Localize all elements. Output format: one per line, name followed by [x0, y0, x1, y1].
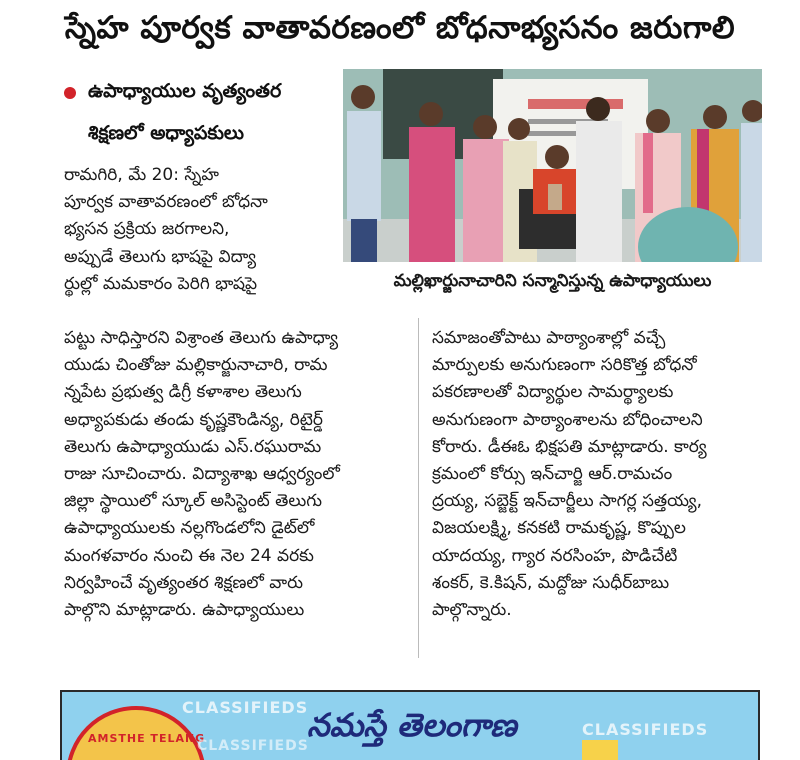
column-divider	[418, 318, 419, 658]
classifieds-ad-banner	[60, 690, 760, 760]
article-line: యాదయ్య, గ్యార నరసింహ, పొడిచేటి	[432, 545, 678, 566]
bullet-icon	[64, 87, 76, 99]
article-line: యుడు చింతోజు మల్లికార్జునాచారి, రామ	[64, 355, 328, 376]
article-line: మార్పులకు అనుగుణంగా సరికొత్త బోధనో	[432, 355, 697, 376]
article-line: పాల్గొన్నారు.	[432, 599, 512, 620]
classifieds-watermark: CLASSIFIEDS	[197, 738, 309, 754]
article-line: కోరారు. డీఈఓ భిక్షపతి మాట్లాడారు. కార్య	[432, 436, 707, 457]
ad-color-block	[582, 740, 618, 760]
article-line: జిల్లా స్థాయిలో స్కూల్ అసిస్టెంట్ తెలుగు	[64, 491, 323, 512]
article-column-1	[64, 162, 336, 298]
article-line: అప్పుడే తెలుగు భాషపై విద్యా	[64, 246, 257, 267]
group-photo-illustration	[343, 69, 762, 262]
ad-masthead-title: నమస్తే తెలంగాణ	[307, 706, 517, 744]
article-line: క్రమంలో కోర్సు ఇన్‌చార్జి ఆర్.రామచం	[432, 463, 673, 484]
article-line: తెలుగు ఉపాధ్యాయుడు ఎస్.రఘురామ	[64, 436, 322, 457]
classifieds-watermark: CLASSIFIEDS	[582, 720, 709, 739]
article-line: ద్రయ్య, సబ్జెక్ట్ ఇన్‌చార్జీలు సాగర్ల సత్తయ్య,	[432, 491, 702, 512]
article-line: అనుగుణంగా పాఠ్యాంశాలను బోధించాలని	[432, 409, 703, 430]
subheadline-line-2: శిక్షణలో అధ్యాపకులు	[88, 122, 244, 144]
article-line: పట్టు సాధిస్తారని విశ్రాంత తెలుగు ఉపాధ్యా	[64, 328, 339, 348]
article-line: ర్థుల్లో మమకారం పెరిగి భాషపై	[64, 273, 258, 294]
article-line: భ్యసన ప్రక్రియ జరగాలని,	[64, 219, 230, 240]
article-line: నిర్వహించే వృత్యంతర శిక్షణలో వారు	[64, 572, 304, 593]
photo-caption: మల్లిఖార్జునాచారిని సన్మానిస్తున్న ఉపాధ్యాయులు	[393, 271, 712, 291]
article-column-3	[432, 325, 762, 624]
article-line: పాల్గొని మాట్లాడారు. ఉపాధ్యాయులు	[64, 599, 305, 620]
article-column-2	[64, 325, 404, 624]
logo-text: AMSTHE TELANG	[88, 732, 206, 745]
article-line: పూర్వక వాతావరణంలో బోధనా	[64, 192, 268, 213]
article-line: అధ్యాపకుడు తండు కృష్ణకౌండిన్య, రిటైర్డ్	[64, 409, 323, 430]
headline: స్నేహ పూర్వక వాతావరణంలో బోధనాభ్యసనం జరుగాలి	[64, 10, 736, 46]
article-line: రాజు సూచించారు. విద్యాశాఖ ఆధ్వర్యంలో	[64, 463, 340, 484]
article-line: ఉపాధ్యాయులకు నల్లగొండలోని డైట్‌లో	[64, 518, 315, 539]
subheadline-line-1: ఉపాధ్యాయుల వృత్యంతర	[88, 80, 282, 102]
article-line: న్నపేట ప్రభుత్వ డిగ్రీ కళాశాల తెలుగు	[64, 382, 302, 403]
article-photo	[343, 69, 762, 262]
article-line: మంగళవారం నుంచి ఈ నెల 24 వరకు	[64, 545, 314, 566]
article-line: రామగిరి, మే 20: స్నేహ	[64, 165, 219, 185]
article-line: విజయలక్ష్మి, కనకటి రామకృష్ణ, కొప్పుల	[432, 518, 686, 539]
classifieds-watermark: CLASSIFIEDS	[182, 698, 309, 717]
article-line: పకరణాలతో విద్యార్థుల సామర్థ్యాలకు	[432, 382, 674, 403]
article-line: శంకర్, కె.కిషన్, మద్దోజు సుధీర్‌బాబు	[432, 572, 670, 593]
article-line: సమాజంతోపాటు పాఠ్యాంశాల్లో వచ్చే	[432, 328, 666, 348]
